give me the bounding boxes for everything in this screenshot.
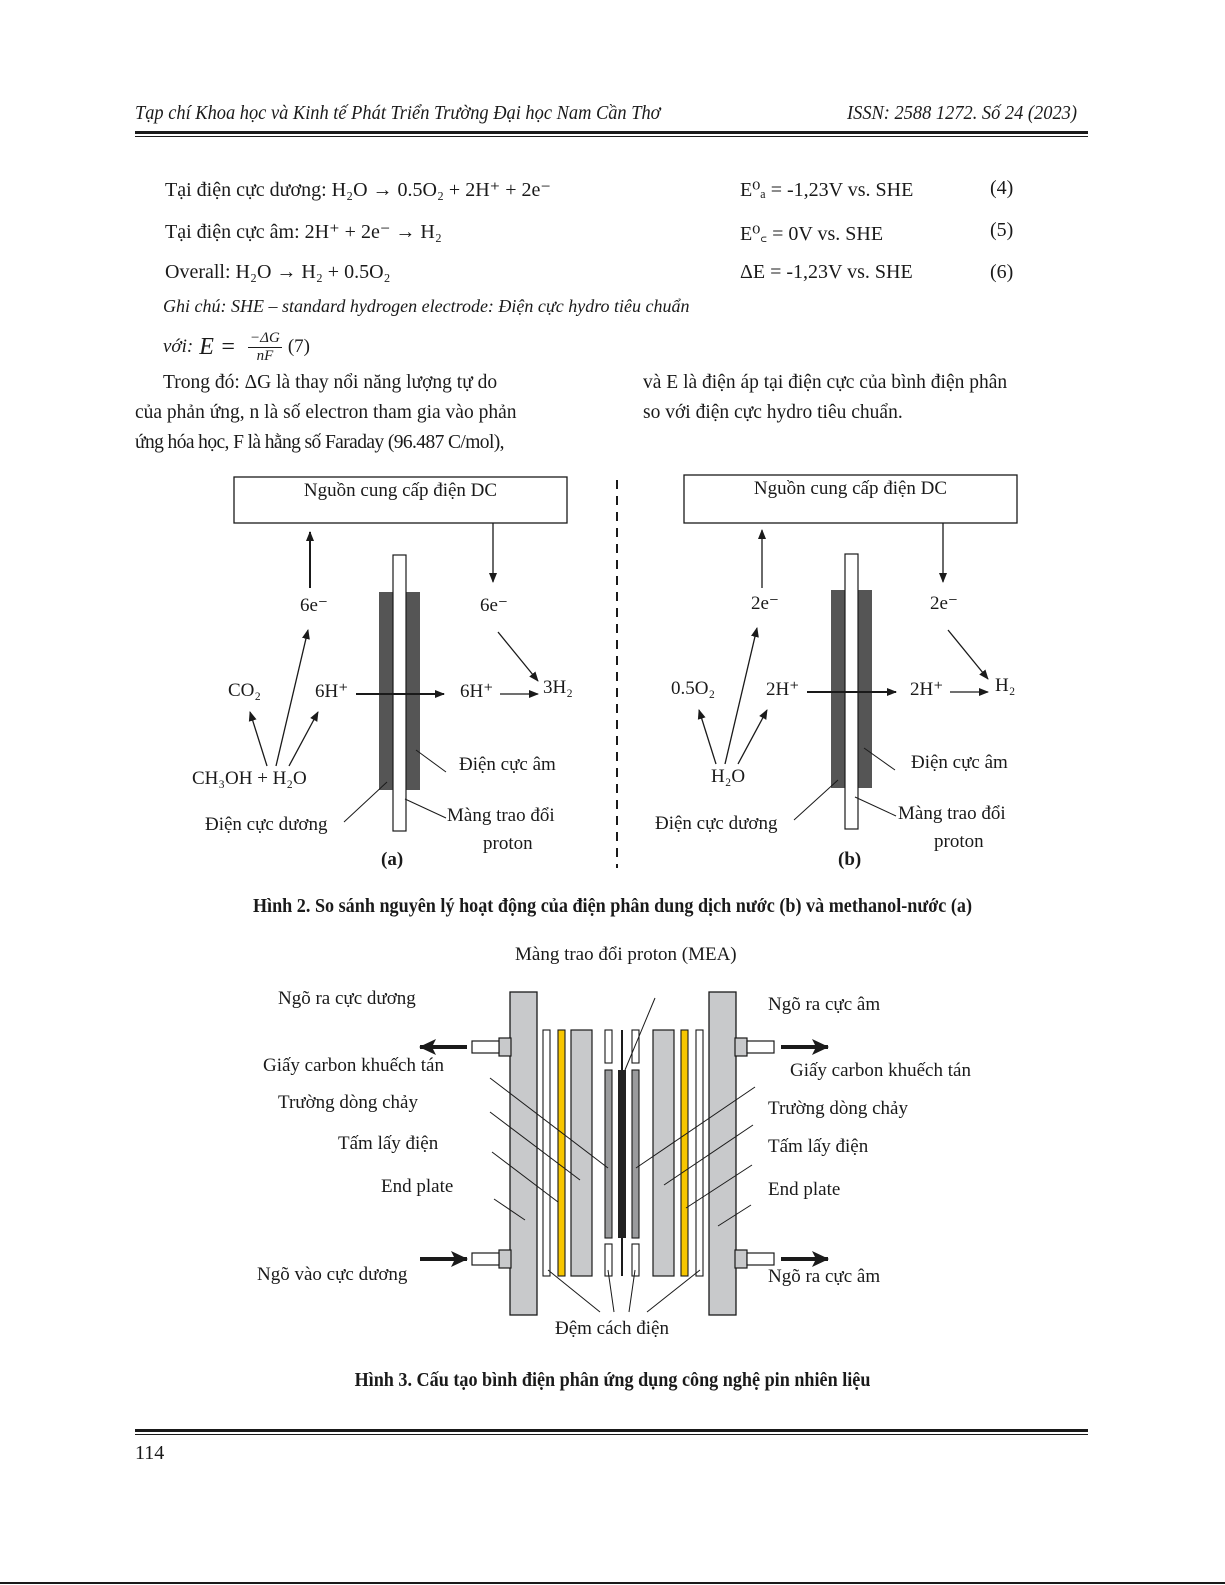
dc-source-label-b: Nguồn cung cấp điện DC xyxy=(753,478,948,499)
cathode-label-a: Điện cực âm xyxy=(459,754,556,775)
gdl-label-left: Giấy carbon khuếch tán xyxy=(263,1055,444,1076)
formula-numerator: −ΔG xyxy=(250,329,280,346)
paragraph-line: ứng hóa học, F là hằng số Faraday (96.487 C/mol), xyxy=(135,432,504,453)
equation-6: Overall: H₂O → H₂ + 0.5O₂ xyxy=(165,261,391,283)
equation-6-potential: ΔE = -1,23V vs. SHE xyxy=(740,261,913,283)
paragraph-line: của phản ứng, n là số electron tham gia vào phản xyxy=(135,402,517,423)
membrane-label-b-line1: Màng trao đổi xyxy=(898,803,1006,824)
figure-3-caption: Hình 3. Cấu tạo bình điện phân ứng dụng công nghệ pin nhiên liệu xyxy=(354,1370,871,1391)
equation-5-potential: E⁰꜀ = 0V vs. SHE xyxy=(740,223,884,245)
protons-left-b: 2H⁺ xyxy=(766,679,800,700)
equation-4: Tại điện cực dương: H₂O → 0.5O₂ + 2H⁺ + 2e⁻ xyxy=(165,179,551,201)
equation-5-number: (5) xyxy=(990,219,1014,241)
equation-5: Tại điện cực âm: 2H⁺ + 2e⁻ → H₂ xyxy=(165,221,442,243)
reactant-b: H₂O xyxy=(711,766,746,787)
equation-4-number: (4) xyxy=(990,177,1014,199)
protons-left-a: 6H⁺ xyxy=(315,681,349,702)
paragraph-line: so với điện cực hydro tiêu chuẩn. xyxy=(643,402,903,423)
journal-title: Tạp chí Khoa học và Kinh tế Phát Triển Trường Đại học Nam Cần Thơ xyxy=(135,102,661,124)
reactant-a: CH₃OH + H₂O xyxy=(192,768,307,789)
electrons-left-a: 6e⁻ xyxy=(300,595,328,616)
flow-field-label-left: Trường dòng chảy xyxy=(278,1092,418,1113)
equation-6-number: (6) xyxy=(990,261,1014,283)
end-plate-label-left: End plate xyxy=(381,1176,454,1197)
formula-lhs: E = xyxy=(199,333,237,360)
anode-label-a: Điện cực dương xyxy=(205,814,328,835)
membrane-label-a-line2: proton xyxy=(483,833,533,854)
product-right-b: H₂ xyxy=(995,675,1016,696)
equation-4-potential: E⁰ₐ = -1,23V vs. SHE xyxy=(740,179,914,201)
cathode-label-b: Điện cực âm xyxy=(911,752,1008,773)
electrons-right-b: 2e⁻ xyxy=(930,593,958,614)
footer-rule-thin xyxy=(135,1434,1088,1435)
membrane-label-b-line2: proton xyxy=(934,831,984,852)
protons-right-b: 2H⁺ xyxy=(910,679,944,700)
anode-inlet-label: Ngõ vào cực dương xyxy=(257,1264,408,1285)
product-right-a: 3H₂ xyxy=(543,677,573,698)
gdl-label-right: Giấy carbon khuếch tán xyxy=(790,1060,971,1081)
figure-2-caption: Hình 2. So sánh nguyên lý hoạt động của điện phân dung dịch nước (b) và methanol-nước (a) xyxy=(252,896,973,917)
issn-info: ISSN: 2588 1272. Số 24 (2023) xyxy=(847,102,1077,124)
collector-label-left: Tấm lấy điện xyxy=(338,1133,439,1154)
product-left-b: 0.5O₂ xyxy=(671,678,716,699)
mea-label: Màng trao đổi proton (MEA) xyxy=(515,944,737,965)
footer-rule xyxy=(135,1429,1088,1432)
panel-a-label: (a) xyxy=(381,849,404,870)
protons-right-a: 6H⁺ xyxy=(460,681,494,702)
formula-number: (7) xyxy=(287,336,310,357)
paragraph-line: và E là điện áp tại điện cực của bình điện phân xyxy=(643,372,1008,393)
flow-field-label-right: Trường dòng chảy xyxy=(768,1098,908,1119)
gasket-label: Đệm cách điện xyxy=(555,1318,669,1339)
anode-label-b: Điện cực dương xyxy=(655,813,778,834)
cathode-outlet-top-label: Ngõ ra cực âm xyxy=(768,994,881,1015)
end-plate-label-right: End plate xyxy=(768,1179,841,1200)
anode-outlet-label: Ngõ ra cực dương xyxy=(278,988,416,1009)
panel-b-label: (b) xyxy=(838,849,862,870)
collector-label-right: Tấm lấy điện xyxy=(768,1136,869,1157)
electrons-left-b: 2e⁻ xyxy=(751,593,779,614)
page-number: 114 xyxy=(135,1442,165,1464)
membrane-label-a-line1: Màng trao đổi xyxy=(447,805,555,826)
paragraph-line: Trong đó: ΔG là thay nổi năng lượng tự do xyxy=(163,372,498,393)
formula-prefix: với: xyxy=(163,336,194,357)
dc-source-label-a: Nguồn cung cấp điện DC xyxy=(303,480,498,501)
product-left-a: CO₂ xyxy=(228,680,262,701)
she-note: Ghi chú: SHE – standard hydrogen electrode: Điện cực hydro tiêu chuẩn xyxy=(163,296,690,316)
cathode-outlet-bottom-label: Ngõ ra cực âm xyxy=(768,1266,881,1287)
formula-denominator: nF xyxy=(256,347,274,364)
page-bottom-edge xyxy=(0,1582,1225,1584)
electrons-right-a: 6e⁻ xyxy=(480,595,508,616)
